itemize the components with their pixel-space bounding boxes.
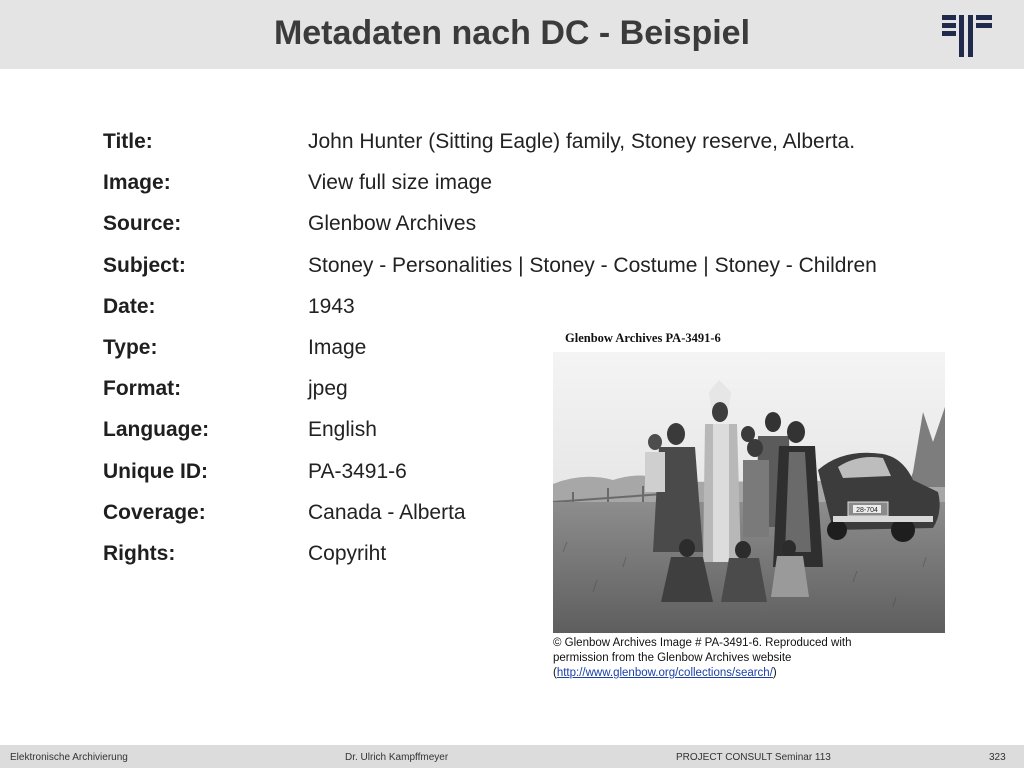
footer-course: Elektronische Archivierung (10, 752, 128, 763)
metadata-row-source (103, 212, 963, 253)
archive-photo (553, 326, 945, 633)
metadata-label: Date: (103, 294, 156, 318)
metadata-label: Image: (103, 171, 171, 195)
footer-author: Dr. Ulrich Kampffmeyer (345, 752, 449, 763)
metadata-row-image (103, 171, 963, 212)
metadata-row-subject (103, 254, 963, 295)
metadata-label: Coverage: (103, 500, 206, 524)
metadata-label: Type: (103, 335, 158, 359)
caption-open-paren: ( (553, 667, 557, 679)
metadata-value: jpeg (308, 377, 348, 401)
metadata-value: Stoney - Personalities | Stoney - Costume | Stoney - Children (308, 253, 877, 277)
metadata-value: PA-3491-6 (308, 459, 407, 483)
metadata-label: Subject: (103, 253, 186, 277)
caption-line-3 (553, 666, 893, 681)
metadata-value: Copyriht (308, 541, 387, 565)
metadata-label: Unique ID: (103, 459, 208, 483)
metadata-label: Language: (103, 418, 210, 442)
metadata-value: John Hunter (Sitting Eagle) family, Stoney reserve, Alberta. (308, 130, 856, 153)
metadata-row-title (103, 130, 963, 171)
metadata-value: 1943 (308, 294, 355, 318)
slide-footer (0, 745, 1024, 768)
metadata-label: Rights: (103, 541, 176, 565)
caption-line-1: © Glenbow Archives Image # PA-3491-6. Reproduced with (553, 637, 852, 649)
metadata-value: Canada - Alberta (308, 500, 466, 524)
photo-title: Glenbow Archives PA-3491-6 (565, 331, 721, 345)
glenbow-url-link[interactable]: http://www.glenbow.org/collections/search/ (556, 667, 773, 679)
metadata-value: Glenbow Archives (308, 212, 477, 236)
project-consult-logo-icon (942, 15, 994, 57)
metadata-label: Title: (103, 130, 153, 153)
page-number: 323 (989, 752, 1006, 763)
metadata-label: Source: (103, 212, 182, 236)
license-plate-label: 28-704 (856, 507, 878, 514)
slide-header (0, 0, 1024, 69)
slide-title: Metadaten nach DC - Beispiel (273, 14, 751, 52)
photo-caption (553, 636, 893, 681)
metadata-label: Format: (103, 377, 182, 401)
family-photo-image (553, 352, 945, 633)
metadata-value: English (308, 418, 377, 442)
footer-seminar: PROJECT CONSULT Seminar 113 (676, 752, 831, 763)
caption-close-paren: ) (772, 667, 777, 679)
metadata-value: View full size image (308, 171, 493, 195)
metadata-value: Image (308, 335, 367, 359)
caption-line-2: permission from the Glenbow Archives website (553, 652, 792, 664)
